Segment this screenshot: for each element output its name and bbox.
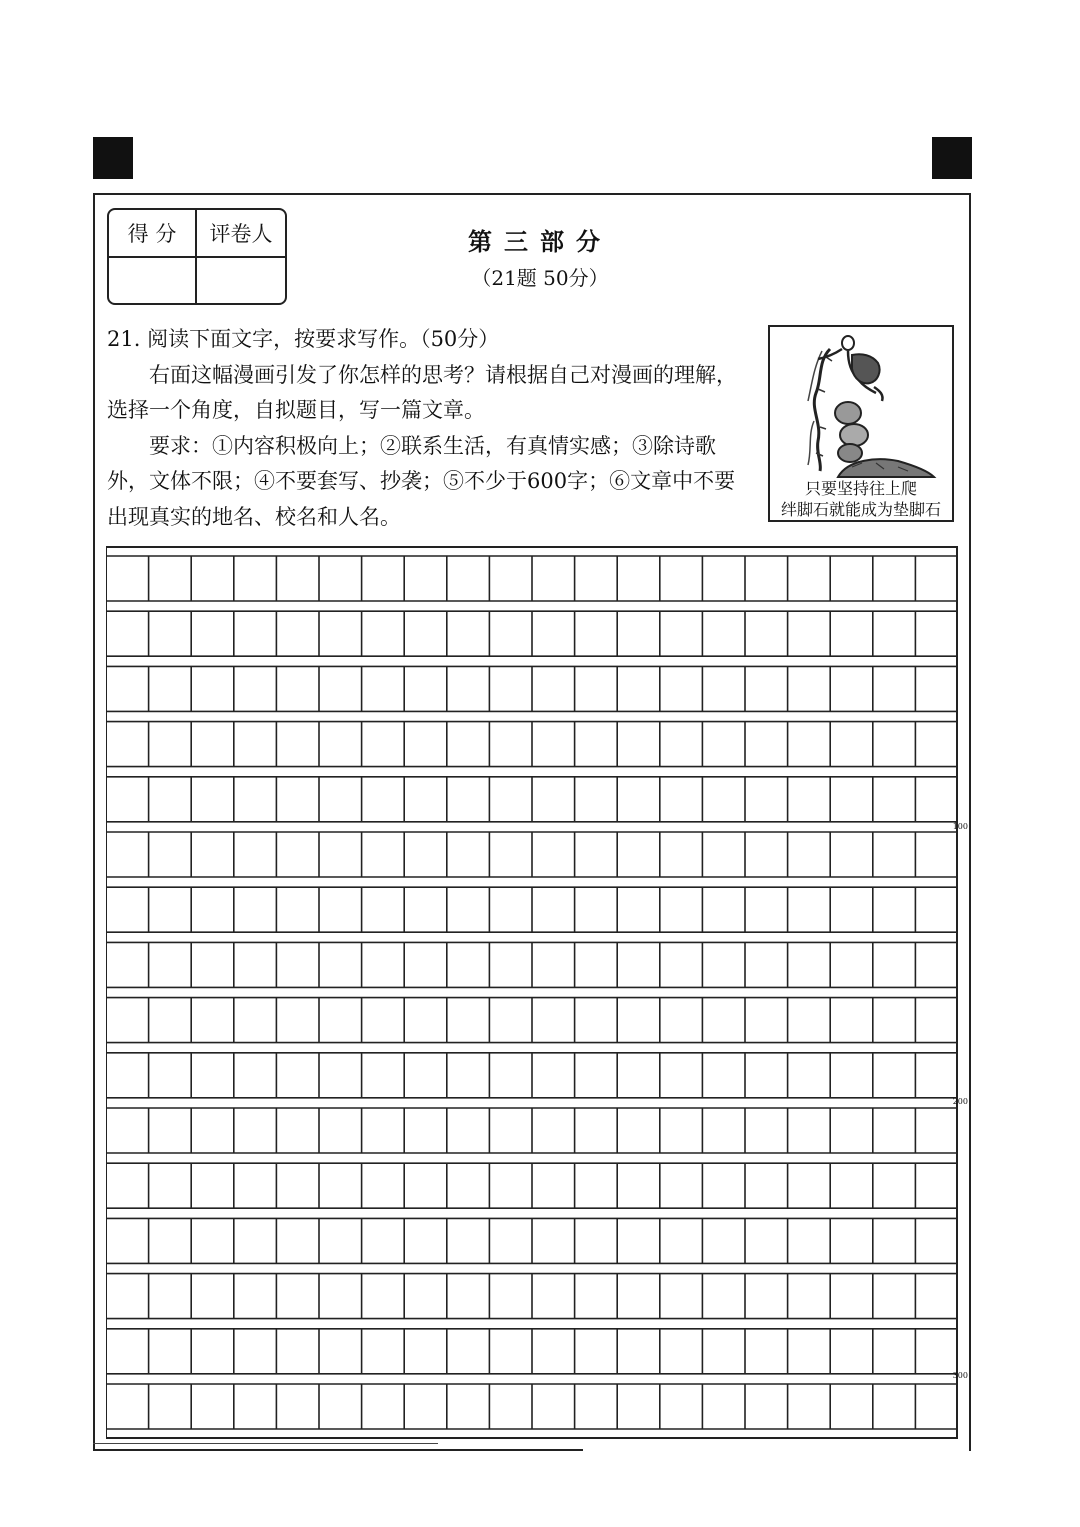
bottom-rule <box>93 1443 438 1444</box>
count-marker-300: 300 <box>952 1371 968 1380</box>
section-subtitle: （21题 50分） <box>471 266 609 290</box>
question-requirements: 要求：①内容积极向上；②联系生活，有真情实感；③除诗歌外，文体不限；④不要套写、抄袭；⑤不少于600字；⑥文章中不要出现真实的地名、校名和人名。 <box>107 433 736 529</box>
grader-cell[interactable] <box>197 258 285 303</box>
cartoon-caption-line2: 绊脚石就能成为垫脚石 <box>780 500 941 519</box>
cartoon-panel <box>768 325 954 522</box>
question-21 <box>107 322 755 535</box>
bottom-rule <box>93 1449 583 1451</box>
score-cell[interactable] <box>109 258 197 303</box>
count-marker-200: 200 <box>952 1097 968 1106</box>
score-label: 得 分 <box>109 210 197 258</box>
registration-mark-left <box>93 137 133 179</box>
score-table <box>107 208 287 305</box>
count-marker-100: 100 <box>952 822 968 831</box>
cartoon-caption-line1: 只要坚持往上爬 <box>804 479 917 498</box>
grader-label: 评卷人 <box>197 210 285 258</box>
registration-mark-right <box>932 137 972 179</box>
climber-cartoon-image <box>778 331 946 479</box>
section-title: 第三部分 <box>468 228 612 256</box>
writing-grid[interactable] <box>106 546 958 1439</box>
question-stem: 21. 阅读下面文字，按要求写作。（50分） <box>107 327 500 351</box>
question-prompt: 右面这幅漫画引发了你怎样的思考？请根据自己对漫画的理解，选择一个角度，自拟题目，写一篇文章。 <box>107 362 737 422</box>
